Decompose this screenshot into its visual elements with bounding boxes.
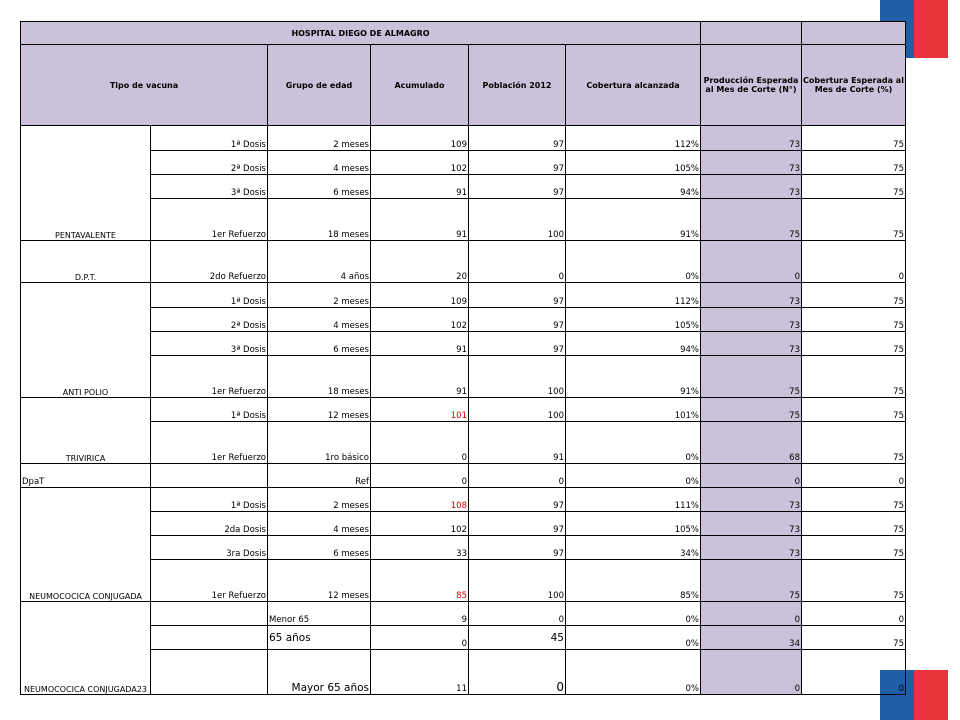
table-row: 65 años 0 45 0% 34 75 bbox=[21, 626, 906, 650]
header-tipo: Tipo de vacuna bbox=[21, 45, 268, 126]
header-cobertura-esperada: Cobertura Esperada al Mes de Corte (%) bbox=[802, 45, 906, 126]
table-row: 3ª Dosis 6 meses 91 97 94% 73 75 bbox=[21, 175, 906, 199]
table-row: 3ra Dosis 6 meses 33 97 34% 73 75 bbox=[21, 536, 906, 560]
table-row: 2ª Dosis 4 meses 102 97 105% 73 75 bbox=[21, 151, 906, 175]
table-row: 1er Refuerzo 12 meses 85 100 85% 75 75 bbox=[21, 560, 906, 602]
table-row: D.P.T. 2do Refuerzo 4 años 20 0 0% 0 0 bbox=[21, 241, 906, 283]
table-row: NEUMOCOCICA CONJUGADA 1ª Dosis 2 meses 108 97 111% 73 75 bbox=[21, 488, 906, 512]
header-cobertura: Cobertura alcanzada bbox=[566, 45, 701, 126]
table-row: TRIVIRICA 1ª Dosis 12 meses 101 100 101% 75 75 bbox=[21, 398, 906, 422]
table-row: 1er Refuerzo 18 meses 91 100 91% 75 75 bbox=[21, 199, 906, 241]
group-pentavalente: PENTAVALENTE bbox=[21, 126, 151, 241]
header-poblacion: Población 2012 bbox=[469, 45, 566, 126]
table-row: 3ª Dosis 6 meses 91 97 94% 73 75 bbox=[21, 332, 906, 356]
header-produccion: Producción Esperada al Mes de Corte (N°) bbox=[701, 45, 802, 126]
table-row: ANTI POLIO 1ª Dosis 2 meses 109 97 112% 73 75 bbox=[21, 283, 906, 308]
group-antipolio: ANTI POLIO bbox=[21, 283, 151, 398]
vaccine-coverage-table bbox=[20, 21, 906, 695]
header-acumulado: Acumulado bbox=[371, 45, 469, 126]
group-neumococica23: NEUMOCOCICA CONJUGADA23 bbox=[21, 602, 151, 695]
group-neumococica: NEUMOCOCICA CONJUGADA bbox=[21, 488, 151, 602]
table-row: 1er Refuerzo 18 meses 91 100 91% 75 75 bbox=[21, 356, 906, 398]
header-grupo: Grupo de edad bbox=[268, 45, 371, 126]
table-row: DpaT Ref 0 0 0% 0 0 bbox=[21, 464, 906, 488]
group-trivirica: TRIVIRICA bbox=[21, 398, 151, 464]
table-row: 2da Dosis 4 meses 102 97 105% 73 75 bbox=[21, 512, 906, 536]
table-row: PENTAVALENTE 1ª Dosis 2 meses 109 97 112% 73 75 bbox=[21, 126, 906, 151]
group-dpt: D.P.T. bbox=[21, 241, 151, 283]
table-row: 1er Refuerzo 1ro básico 0 91 0% 68 75 bbox=[21, 422, 906, 464]
group-dpat: DpaT bbox=[21, 464, 151, 488]
table-row: NEUMOCOCICA CONJUGADA23 Menor 65 9 0 0% 0 0 bbox=[21, 602, 906, 626]
table-title: HOSPITAL DIEGO DE ALMAGRO bbox=[21, 22, 701, 45]
table-row: 2ª Dosis 4 meses 102 97 105% 73 75 bbox=[21, 308, 906, 332]
table-row: Mayor 65 años 11 0 0% 0 0 bbox=[21, 650, 906, 695]
